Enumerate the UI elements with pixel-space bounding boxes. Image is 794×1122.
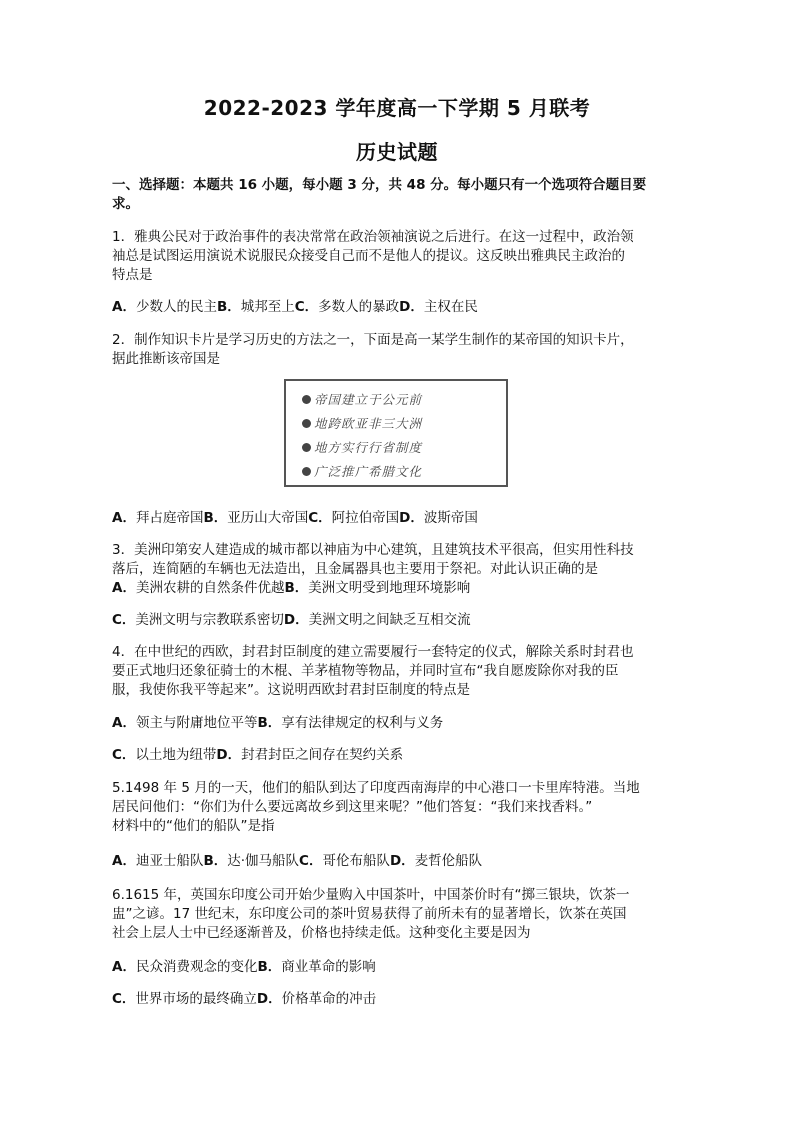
option-text: 拜占庭帝国 [135, 510, 204, 526]
q5-stem-line3: 材料中的“他们的船队”是指 [112, 818, 275, 834]
option-text: 城邦至上 [240, 299, 295, 315]
q6-option-b[interactable] [257, 959, 375, 975]
bullet-dot-icon [302, 395, 311, 404]
option-letter: A． [112, 715, 136, 731]
section-instruction-line2: 求。 [112, 196, 139, 212]
bullet-dot-icon [302, 467, 311, 476]
option-letter: D． [283, 612, 309, 628]
option-text: 美洲农耕的自然条件优越 [135, 580, 285, 596]
q1-option-d[interactable] [399, 299, 478, 315]
q5-option-d[interactable] [390, 853, 482, 869]
option-letter: B． [203, 853, 228, 869]
option-letter: D． [389, 853, 415, 869]
card-item: 广泛推广希腊文化 [302, 462, 422, 480]
q2-option-d[interactable] [399, 510, 478, 526]
option-letter: A． [112, 959, 136, 975]
option-letter: C． [308, 510, 332, 526]
q6-option-c[interactable] [112, 991, 257, 1007]
bullet-dot-icon [302, 443, 311, 452]
option-letter: B． [216, 299, 241, 315]
card-item: 地方实行行省制度 [302, 438, 422, 456]
q6-options-row2 [112, 990, 376, 1008]
q4-option-d[interactable] [216, 747, 403, 763]
exam-subtitle: 历史试题 [356, 140, 438, 164]
option-letter: B． [203, 510, 228, 526]
option-letter: C． [112, 612, 136, 628]
exam-title: 2022-2023 学年度高一下学期 5 月联考 [203, 96, 591, 120]
q2-option-a[interactable] [112, 510, 203, 526]
option-text: 少数人的民主 [135, 299, 217, 315]
q6-stem-line3: 社会上层人士中已经逐渐普及，价格也持续走低。这种变化主要是因为 [112, 925, 531, 941]
q5-option-b[interactable] [203, 853, 299, 869]
q2-stem-line2: 据此推断该帝国是 [112, 351, 220, 367]
option-text: 波斯帝国 [423, 510, 478, 526]
option-letter: A． [112, 853, 136, 869]
option-letter: B． [257, 959, 282, 975]
option-text: 商业革命的影响 [281, 959, 376, 975]
option-text: 主权在民 [423, 299, 478, 315]
option-letter: D． [399, 299, 424, 315]
q1-stem-line3: 特点是 [112, 267, 153, 283]
bullet-dot-icon [302, 419, 311, 428]
q5-options [112, 852, 482, 870]
card-item: 帝国建立于公元前 [302, 390, 422, 408]
q4-stem-line2: 要正式地归还象征骑士的木棍、羊茅植物等物品，并同时宣布“我自愿废除你对我的臣 [112, 663, 619, 679]
q6-option-a[interactable] [112, 959, 257, 975]
q6-stem-line1: 6.1615 年，英国东印度公司开始少量购入中国茶叶，中国茶价时有“掷三银块，饮茶一 [112, 887, 630, 903]
q3-option-b[interactable] [284, 580, 470, 596]
q3-options-row1 [112, 579, 470, 597]
q4-options-row1 [112, 714, 443, 732]
q4-stem-line1: 4．在中世纪的西欧，封君封臣制度的建立需要履行一套特定的仪式，解除关系时封君也 [112, 644, 634, 660]
q5-stem-line1: 5.1498 年 5 月的一天，他们的船队到达了印度西南海岸的中心港口一卡里库特港。当地 [112, 780, 640, 796]
q3-stem-line1: 3．美洲印第安人建造成的城市都以神庙为中心建筑，且建筑技术平很高，但实用性科技 [112, 542, 634, 558]
q6-option-d[interactable] [257, 991, 376, 1007]
option-letter: D． [216, 747, 242, 763]
option-text: 美洲文明受到地理环境影响 [308, 580, 471, 596]
option-text: 达·伽马船队 [227, 853, 300, 869]
option-text: 阿拉伯帝国 [331, 510, 400, 526]
q5-option-a[interactable] [112, 853, 203, 869]
q4-option-c[interactable] [112, 747, 216, 763]
q1-option-c[interactable] [295, 299, 399, 315]
q3-option-a[interactable] [112, 580, 284, 596]
q2-option-b[interactable] [203, 510, 308, 526]
q1-stem-line1: 1．雅典公民对于政治事件的表决常常在政治领袖演说之后进行。在这一过程中，政治领 [112, 229, 634, 245]
option-text: 以土地为纽带 [135, 747, 217, 763]
option-letter: D． [399, 510, 424, 526]
option-text: 领主与附庸地位平等 [135, 715, 258, 731]
option-text: 多数人的暴政 [318, 299, 400, 315]
q3-option-d[interactable] [284, 612, 471, 628]
q3-stem-line2: 落后，连简陋的车辆也无法造出，且金属器具也主要用于祭祀。对此认识正确的是 [112, 561, 598, 577]
knowledge-card [284, 379, 508, 487]
option-letter: B． [284, 580, 309, 596]
q2-option-c[interactable] [308, 510, 399, 526]
q4-option-b[interactable] [257, 715, 443, 731]
option-text: 世界市场的最终确立 [135, 991, 257, 1007]
q1-options [112, 298, 478, 316]
option-text: 封君封臣之间存在契约关系 [241, 747, 404, 763]
option-text: 迪亚士船队 [135, 853, 204, 869]
q1-option-b[interactable] [217, 299, 295, 315]
q4-options-row2 [112, 746, 403, 764]
q1-stem-line2: 袖总是试图运用演说术说服民众接受自己而不是他人的提议。这反映出雅典民主政治的 [112, 248, 625, 264]
option-text: 美洲文明之间缺乏互相交流 [308, 612, 471, 628]
option-letter: D． [256, 991, 282, 1007]
option-text: 美洲文明与宗教联系密切 [135, 612, 284, 628]
option-text: 哥伦布船队 [322, 853, 390, 869]
card-item: 地跨欧亚非三大洲 [302, 414, 422, 432]
q6-stem-line2: 盅”之谚。17 世纪末，东印度公司的茶叶贸易获得了前所未有的显著增长，饮茶在英国 [112, 906, 627, 922]
option-letter: A． [112, 580, 136, 596]
q4-option-a[interactable] [112, 715, 257, 731]
q2-options [112, 509, 478, 527]
option-letter: A． [112, 299, 136, 315]
q1-option-a[interactable] [112, 299, 217, 315]
q3-option-c[interactable] [112, 612, 284, 628]
q5-option-c[interactable] [299, 853, 390, 869]
option-letter: C． [299, 853, 323, 869]
option-letter: B． [257, 715, 282, 731]
option-letter: C． [112, 991, 136, 1007]
option-text: 亚历山大帝国 [227, 510, 309, 526]
option-letter: C． [294, 299, 319, 315]
q6-options-row1 [112, 958, 376, 976]
option-text: 民众消费观念的变化 [135, 959, 258, 975]
option-letter: A． [112, 510, 136, 526]
option-letter: C． [112, 747, 136, 763]
q4-stem-line3: 服，我使你我平等起来”。这说明西欧封君封臣制度的特点是 [112, 682, 470, 698]
option-text: 价格革命的冲击 [281, 991, 377, 1007]
option-text: 享有法律规定的权利与义务 [281, 715, 444, 731]
option-text: 麦哲伦船队 [414, 853, 483, 869]
q5-stem-line2: 居民问他们：“你们为什么要远离故乡到这里来呢？”他们答复：“我们来找香料。” [112, 799, 593, 815]
q3-options-row2 [112, 611, 471, 629]
q2-stem-line1: 2．制作知识卡片是学习历史的方法之一，下面是高一某学生制作的某帝国的知识卡片， [112, 332, 634, 348]
section-instruction-line1: 一、选择题：本题共 16 小题，每小题 3 分，共 48 分。每小题只有一个选项符合题目要 [112, 177, 647, 193]
